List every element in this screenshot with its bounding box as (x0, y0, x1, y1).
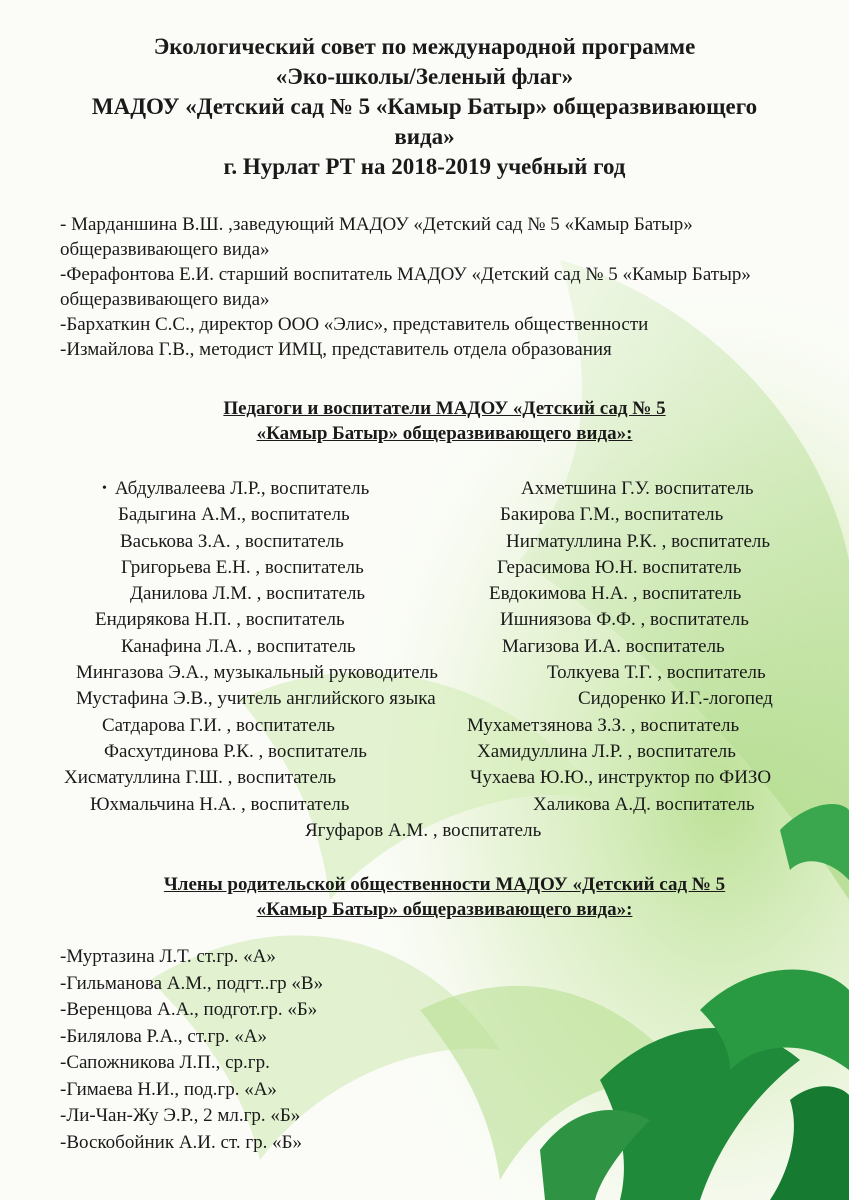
teacher-name-right: Нигматуллина Р.К. , воспитатель (506, 530, 771, 552)
document-header (30, 32, 819, 182)
parent-item: -Сапожникова Л.П., ср.гр. (60, 1052, 270, 1073)
title-line: Члены родительской общественности МАДОУ «Детский сад № 5 (163, 874, 726, 895)
teacher-row (0, 607, 849, 633)
teacher-row (0, 555, 849, 581)
teacher-name-left: • Абдулвалеева Л.Р., воспитатель (102, 478, 370, 499)
teacher-row (0, 713, 849, 739)
council-item: -Бархаткин С.С., директор ООО «Элис», представитель общественности (60, 314, 649, 335)
teacher-name-left: Григорьева Е.Н. , воспитатель (121, 556, 364, 578)
teacher-name-right: Ишниязова Ф.Ф. , воспитатель (500, 609, 749, 631)
teacher-name-right: Толкуева Т.Г. , воспитатель (547, 662, 766, 684)
teacher-name-single: Ягуфаров А.М. , воспитатель (305, 819, 542, 841)
parent-item: -Билялова Р.А., ст.гр. «А» (60, 1025, 267, 1047)
header-line: «Эко-школы/Зеленый флаг» (275, 64, 574, 89)
teacher-name-left: Васькова З.А. , воспитатель (120, 530, 344, 552)
teacher-name-right: Ахметшина Г.У. воспитатель (521, 478, 754, 499)
teacher-row (0, 739, 849, 765)
teacher-name-left: Мингазова Э.А., музыкальный руководитель (76, 662, 438, 684)
teacher-name-right: Магизова И.А. воспитатель (502, 635, 725, 657)
teacher-name-left: Данилова Л.М. , воспитатель (130, 583, 366, 605)
teacher-row (0, 476, 849, 502)
teacher-name-right: Герасимова Ю.Н. воспитатель (497, 556, 742, 578)
teacher-name-right: Мухаметзянова З.З. , воспитатель (467, 714, 740, 736)
header-line: г. Нурлат РТ на 2018-2019 учебный год (223, 154, 626, 179)
parent-item: -Веренцова А.А., подгот.гр. «Б» (60, 999, 318, 1020)
teacher-name-right: Чухаева Ю.Ю., инструктор по ФИЗО (470, 767, 772, 789)
teacher-name-right: Сидоренко И.Г.-логопед (578, 688, 773, 710)
parents-section-title (40, 872, 849, 922)
parent-item: -Воскобойник А.И. ст. гр. «Б» (60, 1131, 303, 1153)
teacher-name-left: Хисматуллина Г.Ш. , воспитатель (64, 767, 337, 789)
teacher-row (0, 792, 849, 818)
parent-item: -Гимаева Н.И., под.гр. «А» (60, 1078, 277, 1100)
teacher-name-left: Мустафина Э.В., учитель английского языка (76, 688, 436, 710)
teacher-name-right: Халикова А.Д. воспитатель (533, 793, 755, 815)
header-line: вида» (394, 124, 455, 149)
teacher-name-left: Ендирякова Н.П. , воспитатель (95, 609, 345, 631)
teacher-row (0, 765, 849, 791)
teacher-row (0, 581, 849, 607)
teacher-row (0, 529, 849, 555)
teacher-name-left: Фасхутдинова Р.К. , воспитатель (104, 740, 367, 762)
teachers-list (0, 476, 849, 844)
council-item: -Измайлова Г.В., методист ИМЦ, представитель отдела образования (60, 339, 612, 360)
parents-list (60, 944, 660, 1156)
council-item: - Марданшина В.Ш. ,заведующий МАДОУ «Детский сад № 5 «Камыр Батыр» общеразвивающего вида» (60, 214, 693, 260)
parent-item: -Ли-Чан-Жу Э.Р., 2 мл.гр. «Б» (60, 1105, 301, 1126)
title-line: Педагоги и воспитатели МАДОУ «Детский сад № 5 (223, 398, 666, 419)
council-list (60, 212, 830, 362)
teacher-row (0, 660, 849, 686)
bullet-icon: • (102, 481, 107, 496)
teacher-name-left: Юхмальчина Н.А. , воспитатель (90, 793, 350, 815)
teacher-row (0, 502, 849, 528)
parent-item: -Муртазина Л.Т. ст.гр. «А» (60, 946, 276, 967)
council-item: -Ферафонтова Е.И. старший воспитатель МАДОУ «Детский сад № 5 «Камыр Батыр» общеразвивающего вида» (60, 264, 751, 310)
header-line: Экологический совет по международной программе (153, 34, 696, 59)
teacher-name-right: Евдокимова Н.А. , воспитатель (489, 583, 742, 605)
teacher-name-right: Хамидуллина Л.Р. , воспитатель (477, 740, 736, 762)
teacher-name-right: Бакирова Г.М., воспитатель (500, 504, 724, 526)
teacher-name-left: Канафина Л.А. , воспитатель (121, 635, 356, 657)
teacher-row (0, 818, 849, 844)
teachers-section-title (40, 396, 849, 446)
title-line: «Камыр Батыр» общеразвивающего вида»: (256, 899, 633, 920)
teacher-row (0, 634, 849, 660)
parent-item: -Гильманова А.М., подгт..гр «В» (60, 972, 324, 994)
title-line: «Камыр Батыр» общеразвивающего вида»: (256, 423, 633, 444)
teacher-row (0, 686, 849, 712)
teacher-name-left: Бадыгина А.М., воспитатель (118, 504, 350, 526)
header-line: МАДОУ «Детский сад № 5 «Камыр Батыр» общеразвивающего (91, 94, 758, 119)
teacher-name-left: Сатдарова Г.И. , воспитатель (102, 714, 335, 736)
